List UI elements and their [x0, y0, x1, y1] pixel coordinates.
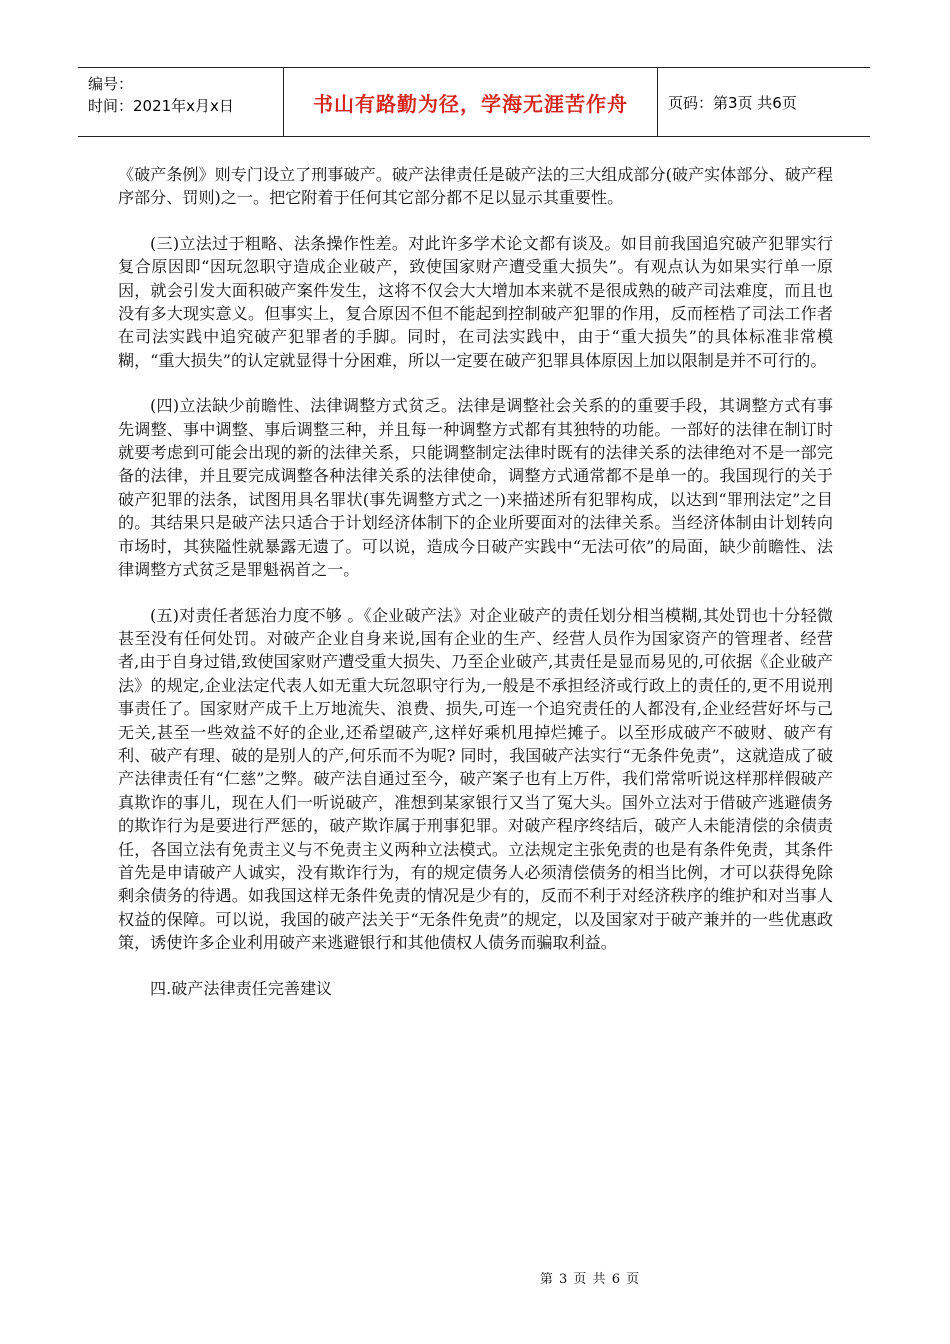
doc-number-label: 编号：	[88, 75, 134, 93]
header-page-info: 页码：第3页 共6页	[668, 93, 797, 112]
document-body	[118, 163, 833, 1022]
time-label: 时间：2021年x月x日	[88, 97, 234, 115]
paragraph-continued: 《破产条例》则专门设立了刑事破产。破产法律责任是破产法的三大组成部分(破产实体部分、破产程序部分、罚则)之一。把它附着于任何其它部分都不足以显示其重要性。	[118, 165, 833, 208]
header-motto: 书山有路勤为径，学海无涯苦作舟	[283, 68, 658, 136]
page-footer: 第 3 页 共 6 页	[539, 1272, 641, 1287]
paragraph-section-5: (五)对责任者惩治力度不够 。《企业破产法》对企业破产的责任划分相当模糊,其处罚也十分轻微甚至没有任何处罚。对破产企业自身来说,国有企业的生产、经营人员作为国家资产的管理者、经营者,由于自身过错,致使国家财产遭受重大损失、乃至企业破产,其责任是显而易见的,可依据《企业破产法》的规定,企业法定代表人如无重大玩忽职守行为,一般是不承担经济或行政上的责任的,更不用说刑事责任了。国家财产成千上万地流失、浪费、损失,可连一个追究责任的人都没有,企业经营好坏与己无关,甚至一些效益不好的企业,还希望破产,这样好乘机甩掉烂摊子。以至形成破产不破财、破产有利、破产有理、破的是别人的产,何乐而不为呢? 同时，我国破产法实行“无条件免责”，这就造成了破产法律责任有“仁慈”之弊。破产法自通过至今，破产案子也有上万件，我们常常听说这样那样假破产真欺诈的事儿，现在人们一听说破产，准想到某家银行又当了冤大头。国外立法对于借破产逃避债务的欺诈行为是要进行严惩的，破产欺诈属于刑事犯罪。对破产程序终结后，破产人未能清偿的余债责任，各国立法有免责主义与不免责主义两种立法模式。立法规定主张免责的也是有条件免责，其条件首先是申请破产人诚实，没有欺诈行为，有的规定债务人必须清偿债务的相当比例，才可以获得免除剩余债务的待遇。如我国这样无条件免责的情况是少有的，反而不利于对经济秩序的维护和对当事人权益的保障。可以说，我国的破产法关于“无条件免责”的规定，以及国家对于破产兼并的一些优惠政策，诱使许多企业利用破产来逃避银行和其他债权人债务而骗取利益。	[118, 605, 833, 953]
paragraph-section-3: (三)立法过于粗略、法条操作性差。对此许多学术论文都有谈及。如目前我国追究破产犯罪实行复合原因即“因玩忽职守造成企业破产，致使国家财产遭受重大损失”。有观点认为如果实行单一原因，就会引发大面积破产案件发生，这将不仅会大大增加本来就不是很成熟的破产司法难度，而且也没有多大现实意义。但事实上，复合原因不但不能起到控制破产犯罪的作用，反而桎梏了司法工作者在司法实践中追究破产犯罪者的手脚。同时，在司法实践中，由于“重大损失”的具体标准非常模糊，“重大损失”的认定就显得十分困难，所以一定要在破产犯罪具体原因上加以限制是并不可行的。	[118, 233, 833, 370]
section-heading-4: 四.破产法律责任完善建议	[150, 978, 333, 998]
header-meta	[78, 68, 283, 136]
page-header	[78, 67, 870, 137]
paragraph-section-4: (四)立法缺少前瞻性、法律调整方式贫乏。法律是调整社会关系的的重要手段，其调整方式有事先调整、事中调整、事后调整三种，并且每一种调整方式都有其独特的功能。一部好的法律在制订时就要考虑到可能会出现的新的法律关系，只能调整制定法律时既有的法律关系的法律绝对不是一部完备的法律，并且要完成调整各种法律关系的法律使命，调整方式通常都不是单一的。我国现行的关于破产犯罪的法条，试图用具名罪状(事先调整方式之一)来描述所有犯罪构成，以达到“罪刑法定”之目的。其结果只是破产法只适合于计划经济体制下的企业所要面对的法律关系。当经济体制由计划转向市场时，其狭隘性就暴露无遗了。可以说，造成今日破产实践中“无法可依”的局面，缺少前瞻性、法律调整方式贫乏是罪魁祸首之一。	[118, 396, 833, 580]
